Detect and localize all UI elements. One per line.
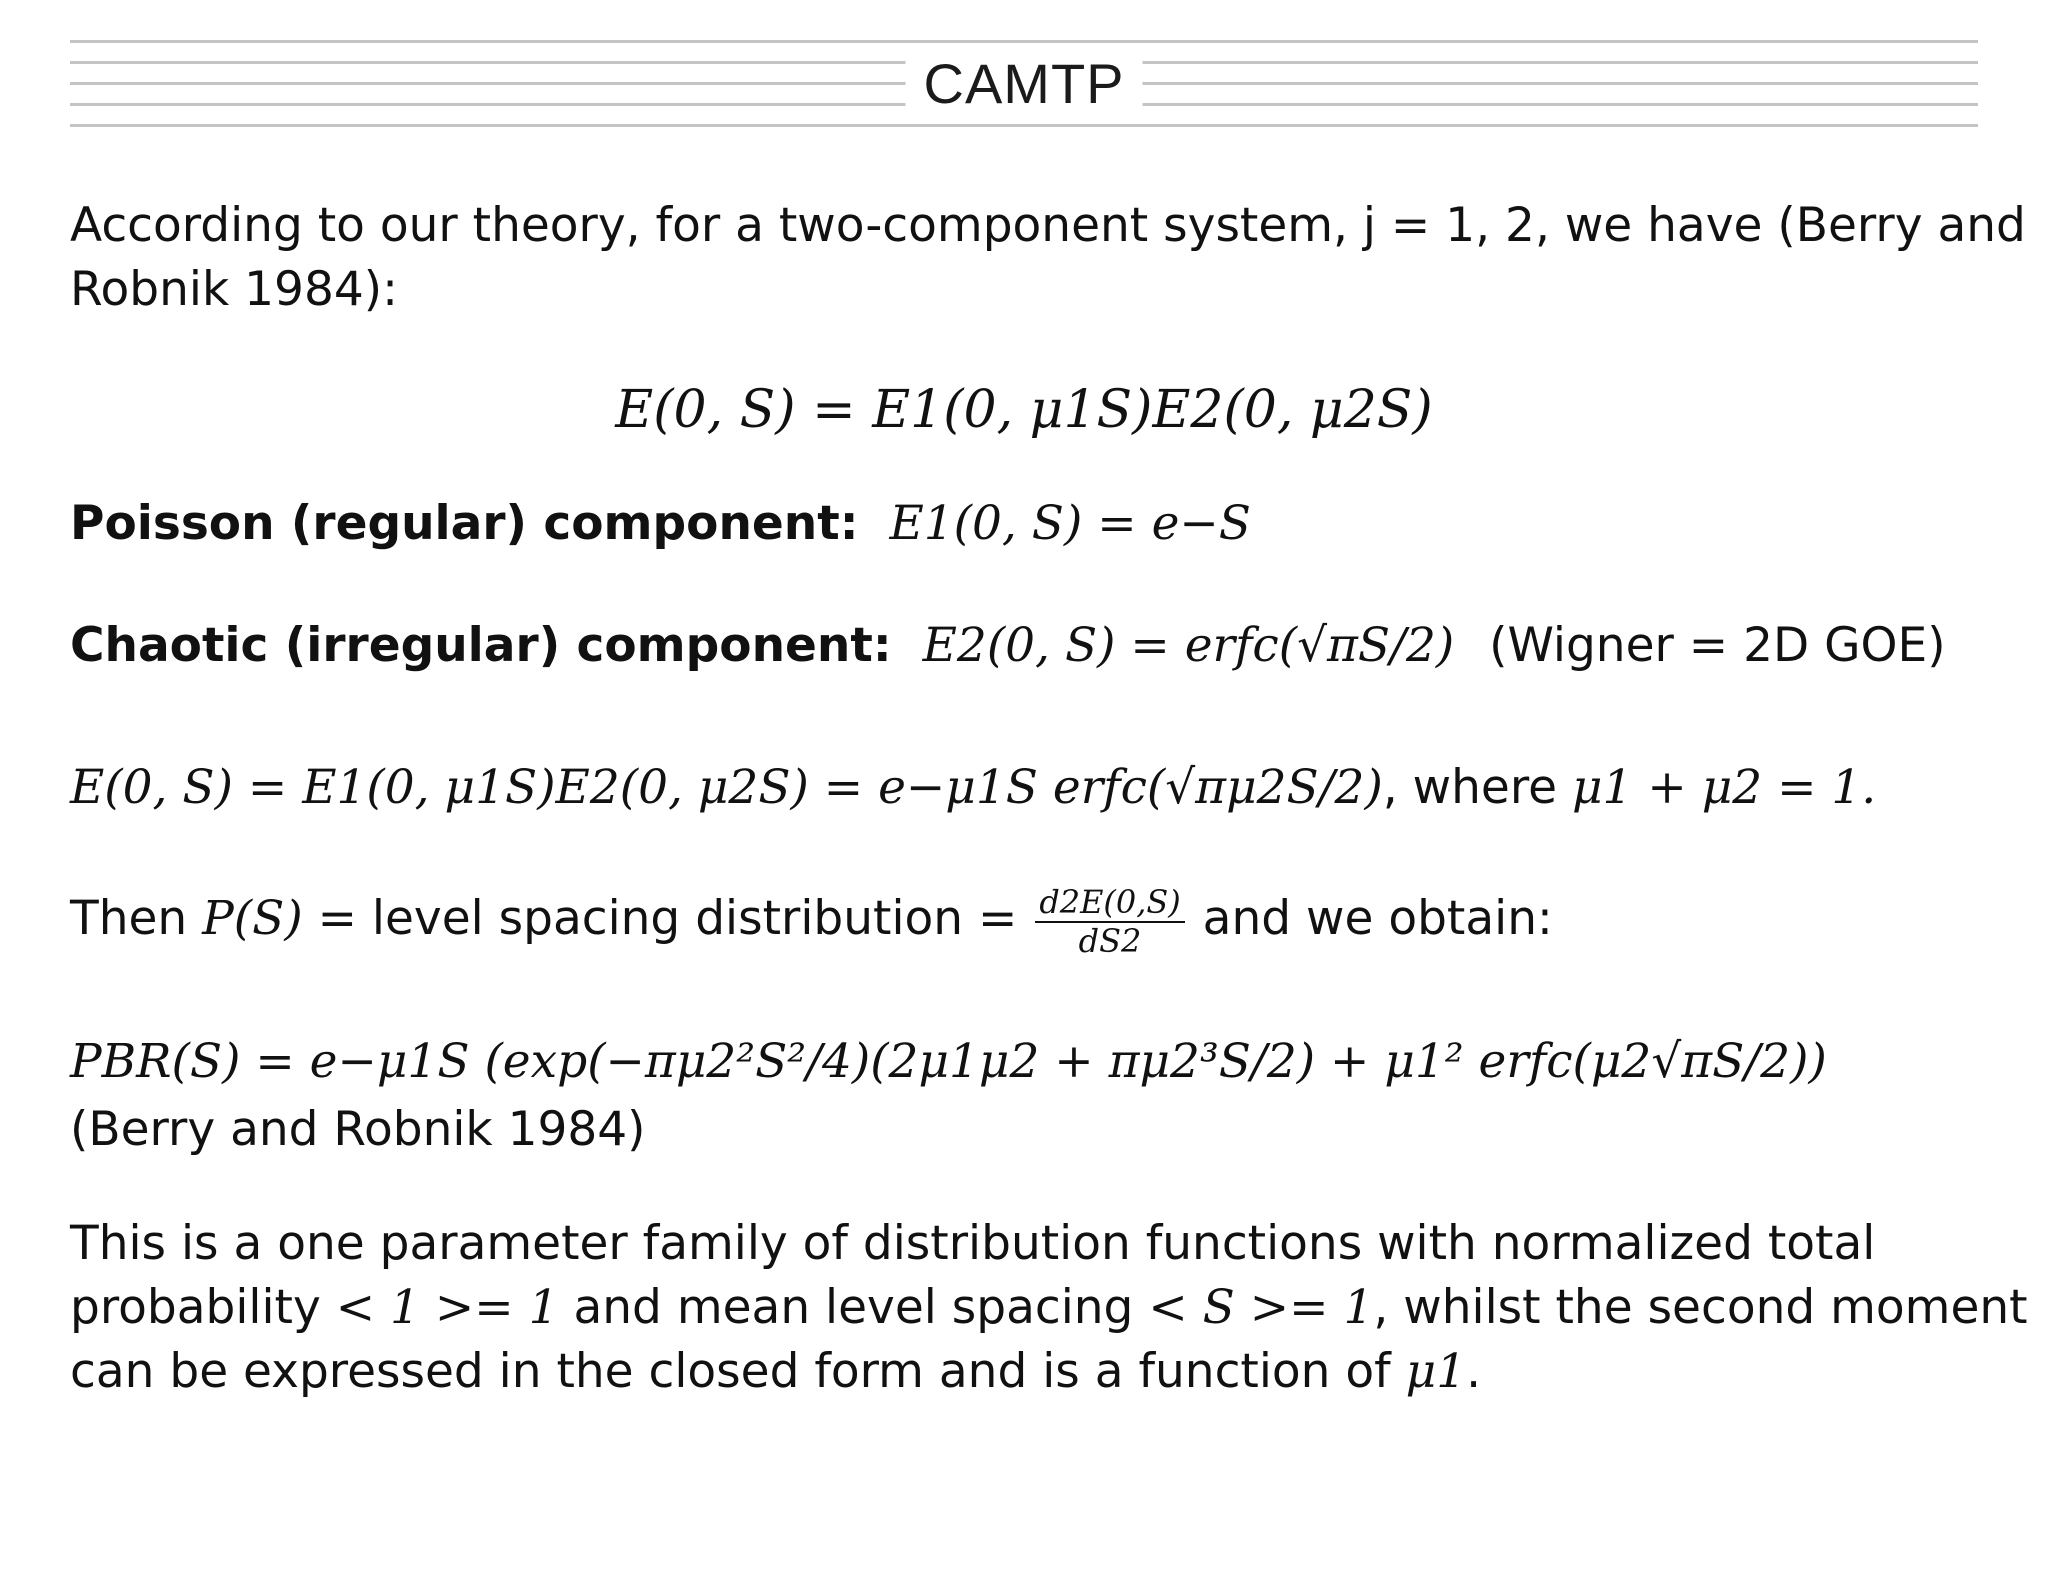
mu1-symbol: μ1 <box>1405 1344 1467 1399</box>
then-word: Then <box>70 891 188 947</box>
mean-spacing-expression: < S >= 1 <box>1148 1280 1374 1335</box>
final-line-2 <box>70 1276 2028 1340</box>
intro-text-1: According to our theory, for a two-component system, j = 1, 2, we have (Berry and <box>70 198 2026 253</box>
chaotic-label: Chaotic (irregular) component: <box>70 618 892 673</box>
final-text-2a: probability <box>70 1280 321 1335</box>
chaotic-line <box>70 614 1946 678</box>
intro-line-2 <box>70 258 398 322</box>
pbr-citation: (Berry and Robnik 1984) <box>70 1102 646 1157</box>
header-rule <box>70 124 1978 127</box>
poisson-label: Poisson (regular) component: <box>70 496 859 551</box>
slide-header <box>70 40 1978 130</box>
final-text-2c: , whilst the second moment <box>1373 1280 2028 1335</box>
final-text-3a: can be expressed in the closed form and is a function of <box>70 1344 1391 1399</box>
final-text-1: This is a one parameter family of distribution functions with normalized total <box>70 1216 1876 1271</box>
fraction-denominator: dS2 <box>1078 921 1142 960</box>
pbr-line <box>70 1030 1827 1094</box>
combined-equation-line <box>70 756 1876 820</box>
derivative-fraction <box>1035 884 1184 959</box>
main-equation-text: E(0, S) = E1(0, μ1S)E2(0, μ2S) <box>615 380 1433 440</box>
then-line <box>70 884 1553 959</box>
where-text: , where <box>1382 760 1558 815</box>
main-equation <box>0 378 2048 444</box>
final-line-3 <box>70 1340 1481 1404</box>
pbr-formula: PBR(S) = e−μ1S (exp(−πμ2²S²/4)(2μ1μ2 + πμ2³S/2) + μ1² erfc(μ2√πS/2)) <box>70 1034 1827 1089</box>
intro-line-1 <box>70 194 2026 258</box>
final-text-2b: and mean level spacing <box>558 1280 1149 1335</box>
poisson-line <box>70 492 1251 556</box>
mu-condition: μ1 + μ2 = 1. <box>1571 760 1877 815</box>
chaotic-formula: E2(0, S) = erfc(√πS/2) <box>922 618 1455 673</box>
then-middle: = level spacing distribution = <box>302 891 1033 947</box>
chaotic-note: (Wigner = 2D GOE) <box>1489 618 1946 673</box>
pbr-citation-line <box>70 1098 646 1162</box>
header-title: CAMTP <box>906 52 1143 116</box>
poisson-formula: E1(0, S) = e−S <box>889 496 1251 551</box>
then-tail: and we obtain: <box>1187 891 1553 947</box>
ps-symbol: P(S) <box>202 891 303 947</box>
fraction-numerator: d2E(0,S) <box>1035 884 1184 923</box>
final-line-1 <box>70 1212 1875 1276</box>
final-period: . <box>1466 1344 1482 1399</box>
combined-equation: E(0, S) = E1(0, μ1S)E2(0, μ2S) = e−μ1S erfc(√πμ2S/2) <box>70 760 1383 815</box>
norm-expression: < 1 >= 1 <box>335 1280 559 1335</box>
header-rule <box>70 40 1978 43</box>
intro-text-2: Robnik 1984): <box>70 262 398 317</box>
